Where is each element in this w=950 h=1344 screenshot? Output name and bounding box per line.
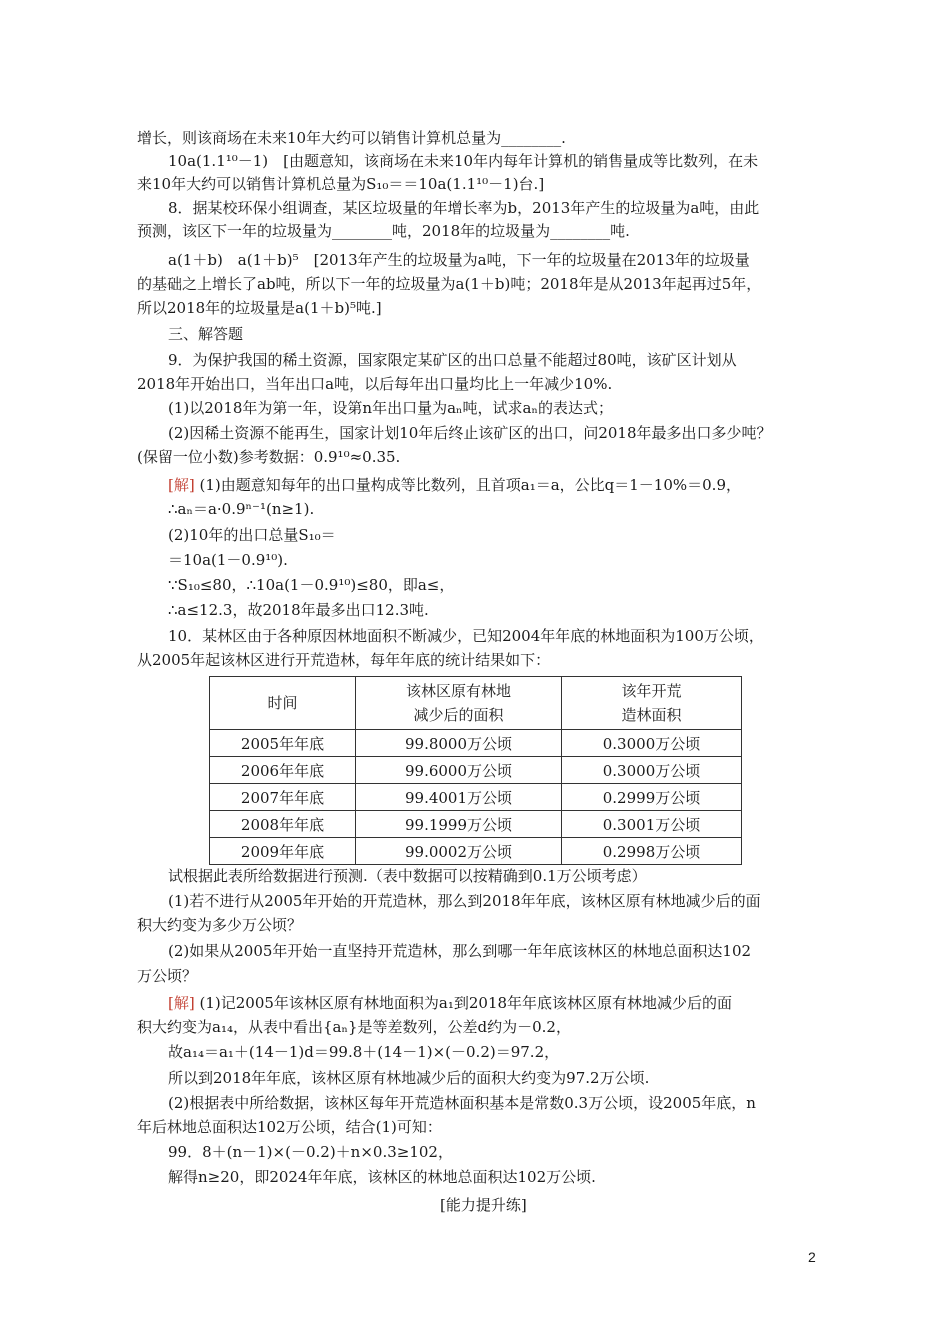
text-line: 故a₁₄＝a₁＋(14－1)d＝99.8＋(14－1)×(－0.2)＝97.2， [168, 1043, 560, 1061]
forest-table [209, 676, 742, 865]
solution-tag: [解] [168, 476, 195, 494]
table-cell: 2006年年底 [210, 757, 356, 784]
header-line: 造林面积 [621, 706, 682, 724]
table-cell: 0.3000万公顷 [562, 730, 742, 757]
answer-line: 10a(1.1¹⁰－1) [由题意知，该商场在未来10年内每年计算机的销售量成等比数列，在未 [168, 152, 759, 170]
solution-tag: [解] [168, 994, 195, 1012]
problem-10-line: 10．某林区由于各种原因林地面积不断减少，已知2004年年底的林地面积为100万公顷， [168, 627, 764, 645]
text-line: 年后林地总面积达102万公顷，结合(1)可知： [137, 1118, 442, 1136]
table-header-row [210, 677, 742, 730]
text-line: ∴aₙ＝a·0.9ⁿ⁻¹(n≥1). [168, 500, 315, 518]
text-line: (保留一位小数)参考数据：0.9¹⁰≈0.35. [137, 448, 401, 466]
section-heading: 三、解答题 [168, 325, 244, 343]
text-line: (1)若不进行从2005年开始的开荒造林，那么到2018年年底，该林区原有林地减少后的面 [168, 892, 761, 910]
text-line: 所以2018年的垃圾量是a(1＋b)⁵吨.] [137, 299, 382, 317]
text-line: 来10年大约可以销售计算机总量为S₁₀＝＝10a(1.1¹⁰－1)台.] [137, 175, 545, 193]
text-line: ∴a≤12.3，故2018年最多出口12.3吨. [168, 601, 429, 619]
text-line: 增长，则该商场在未来10年大约可以销售计算机总量为________. [137, 129, 566, 147]
table-cell: 0.3001万公顷 [562, 811, 742, 838]
solution-text: (1)由题意知每年的出口量构成等比数列，且首项a₁＝a，公比q＝1－10%＝0.9， [199, 476, 741, 494]
table-cell: 2007年年底 [210, 784, 356, 811]
table-row [210, 811, 742, 838]
table-cell: 2009年年底 [210, 838, 356, 865]
table-cell: 99.0002万公顷 [356, 838, 562, 865]
text-line: 解得n≥20，即2024年年底，该林区的林地总面积达102万公顷. [168, 1168, 596, 1186]
text-line: (2)因稀土资源不能再生，国家计划10年后终止该矿区的出口，问2018年最多出口多少吨？ [168, 424, 772, 442]
text-line: (1)以2018年为第一年，设第n年出口量为aₙ吨，试求aₙ的表达式； [168, 399, 613, 417]
table-row [210, 784, 742, 811]
table-row [210, 730, 742, 757]
text-line: 预测，该区下一年的垃圾量为________吨，2018年的垃圾量为________吨. [137, 222, 630, 240]
text-line: 积大约变为a₁₄，从表中看出{aₙ}是等差数列，公差d约为－0.2， [137, 1018, 571, 1036]
table-row [210, 838, 742, 865]
table-row [210, 757, 742, 784]
table-cell: 0.2998万公顷 [562, 838, 742, 865]
table-cell: 2008年年底 [210, 811, 356, 838]
text-line: 2018年开始出口，当年出口a吨，以后每年出口量均比上一年减少10%. [137, 375, 613, 393]
text-line: 积大约变为多少万公顷？ [137, 916, 303, 934]
text-line: ∵S₁₀≤80，∴10a(1－0.9¹⁰)≤80，即a≤， [168, 576, 455, 594]
problem-9-line: 9．为保护我国的稀土资源，国家限定某矿区的出口总量不能超过80吨，该矿区计划从 [168, 351, 737, 369]
header-line: 该林区原有林地 [405, 682, 511, 700]
text-line: ＝10a(1－0.9¹⁰). [168, 551, 288, 569]
table-cell: 99.8000万公顷 [356, 730, 562, 757]
table-cell: 0.3000万公顷 [562, 757, 742, 784]
table-header-cell: 时间 [210, 677, 356, 730]
answer-line: a(1＋b) a(1＋b)⁵ [2013年产生的垃圾量为a吨，下一年的垃圾量在2013年的垃圾量 [168, 251, 750, 269]
text-line: (2)如果从2005年开始一直坚持开荒造林，那么到哪一年年底该林区的林地总面积达102 [168, 942, 752, 960]
table-cell: 99.6000万公顷 [356, 757, 562, 784]
table-header-cell [356, 677, 562, 730]
text-line: 从2005年起该林区进行开荒造林，每年年底的统计结果如下： [137, 651, 551, 669]
header-line: 减少后的面积 [413, 706, 504, 724]
table-cell: 0.2999万公顷 [562, 784, 742, 811]
text-line: 的基础之上增长了ab吨，所以下一年的垃圾量为a(1＋b)吨；2018年是从2013年起再过5年， [137, 275, 762, 293]
table-cell: 2005年年底 [210, 730, 356, 757]
page-number: 2 [808, 1249, 816, 1265]
text-line: (2)10年的出口总量S₁₀＝ [168, 526, 336, 544]
section-heading: [能力提升练] [440, 1196, 527, 1214]
problem-8-line: 8．据某校环保小组调查，某区垃圾量的年增长率为b，2013年产生的垃圾量为a吨，由此 [168, 199, 760, 217]
solution-line [168, 475, 741, 495]
solution-text: (1)记2005年该林区原有林地面积为a₁到2018年年底该林区原有林地减少后的面 [199, 994, 733, 1012]
table-header-cell [562, 677, 742, 730]
text-line: 99．8＋(n－1)×(－0.2)＋n×0.3≥102， [168, 1143, 453, 1161]
solution-line [168, 993, 732, 1013]
table-cell: 99.4001万公顷 [356, 784, 562, 811]
text-line: (2)根据表中所给数据，该林区每年开荒造林面积基本是常数0.3万公顷，设2005年底，n [168, 1094, 756, 1112]
header-line: 该年开荒 [621, 682, 682, 700]
table-cell: 99.1999万公顷 [356, 811, 562, 838]
text-line: 试根据此表所给数据进行预测.（表中数据可以按精确到0.1万公顷考虑） [168, 867, 647, 885]
text-line: 所以到2018年年底，该林区原有林地减少后的面积大约变为97.2万公顷. [168, 1069, 650, 1087]
text-line: 万公顷？ [137, 967, 198, 985]
